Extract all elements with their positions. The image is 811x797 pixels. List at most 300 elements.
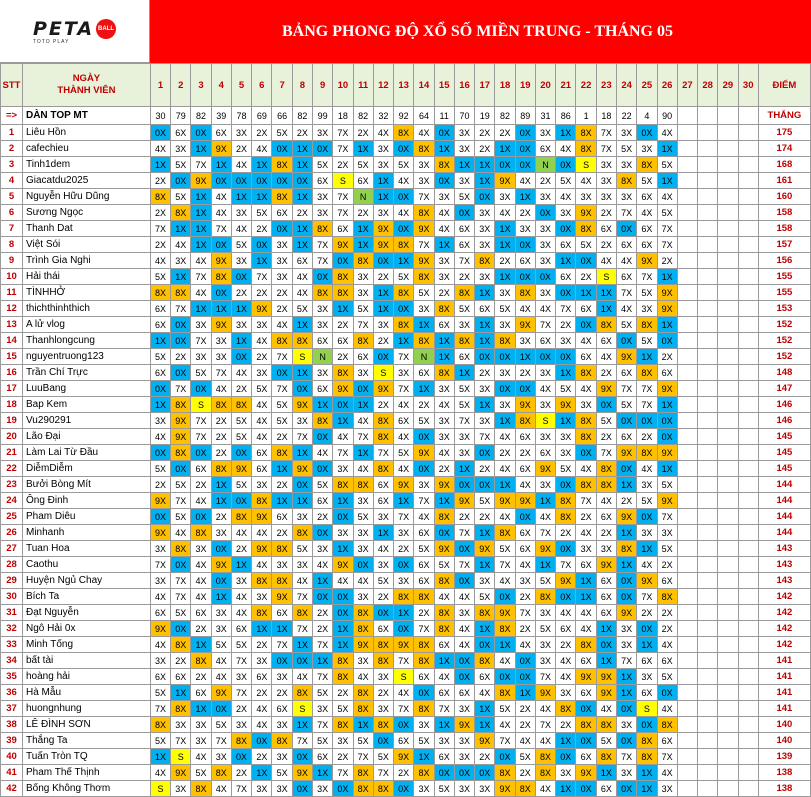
result-cell: 4X	[231, 221, 251, 237]
result-cell: 8X	[292, 525, 312, 541]
header-day: 12	[373, 64, 393, 107]
points-cell: 142	[758, 589, 810, 605]
result-cell: 7X	[191, 269, 211, 285]
result-cell: 5X	[171, 477, 191, 493]
member-name: LuuBang	[22, 381, 150, 397]
member-name: TÌNHHỞ	[22, 285, 150, 301]
result-cell: 0X	[475, 189, 495, 205]
result-cell: 3X	[616, 765, 636, 781]
result-cell	[677, 509, 697, 525]
result-cell: 9X	[211, 141, 231, 157]
top-number-cell	[738, 107, 758, 125]
result-cell: 8X	[272, 157, 292, 173]
result-cell: 6X	[637, 685, 657, 701]
result-cell: 3X	[252, 781, 272, 797]
result-cell: 4X	[150, 589, 170, 605]
result-cell: 2X	[475, 365, 495, 381]
result-cell: 3X	[211, 525, 231, 541]
result-cell: 4X	[556, 189, 576, 205]
result-cell: 2X	[596, 237, 616, 253]
result-cell: 7X	[333, 141, 353, 157]
result-cell: 4X	[535, 701, 555, 717]
result-cell: 1X	[475, 157, 495, 173]
result-cell: 8X	[414, 589, 434, 605]
result-cell: 5X	[231, 429, 251, 445]
result-cell: 3X	[434, 413, 454, 429]
result-cell: 3X	[353, 525, 373, 541]
result-cell	[718, 685, 738, 701]
result-cell: 5X	[637, 333, 657, 349]
result-cell: 7X	[394, 349, 414, 365]
result-cell: 4X	[576, 173, 596, 189]
table-row	[1, 189, 811, 205]
result-cell	[738, 541, 758, 557]
result-cell: 3X	[434, 381, 454, 397]
result-cell: 4X	[312, 445, 332, 461]
result-cell: 4X	[657, 765, 677, 781]
result-cell	[738, 621, 758, 637]
result-cell: 4X	[312, 557, 332, 573]
result-cell: 0X	[272, 653, 292, 669]
result-cell: 2X	[434, 461, 454, 477]
result-cell: 3X	[333, 461, 353, 477]
result-cell: 1X	[616, 525, 636, 541]
result-cell	[698, 381, 718, 397]
result-cell: 6X	[414, 557, 434, 573]
result-cell: 0X	[252, 237, 272, 253]
table-row	[1, 557, 811, 573]
result-cell: 3X	[171, 717, 191, 733]
result-cell: 1X	[333, 493, 353, 509]
result-cell	[738, 221, 758, 237]
result-cell: 2X	[637, 429, 657, 445]
result-cell: 4X	[556, 669, 576, 685]
points-cell: 144	[758, 477, 810, 493]
result-cell	[718, 701, 738, 717]
result-cell: 3X	[576, 189, 596, 205]
result-cell: 7X	[211, 221, 231, 237]
result-cell: 0X	[312, 461, 332, 477]
result-cell: 0X	[373, 733, 393, 749]
result-cell: 3X	[171, 781, 191, 797]
result-cell: 2X	[312, 605, 332, 621]
result-cell: 5X	[394, 157, 414, 173]
result-cell	[698, 765, 718, 781]
result-cell: 6X	[373, 477, 393, 493]
result-cell: 1X	[353, 221, 373, 237]
result-cell	[677, 781, 697, 797]
result-cell: 8X	[414, 141, 434, 157]
result-cell: 0X	[576, 445, 596, 461]
result-cell: 7X	[596, 445, 616, 461]
result-cell: 1X	[292, 157, 312, 173]
result-cell: 6X	[394, 733, 414, 749]
result-cell: 4X	[252, 333, 272, 349]
result-cell: 3X	[454, 173, 474, 189]
result-cell: 6X	[637, 237, 657, 253]
result-cell: 5X	[596, 413, 616, 429]
result-cell: 2X	[171, 349, 191, 365]
result-cell: N	[353, 189, 373, 205]
points-cell: 141	[758, 685, 810, 701]
result-cell: 3X	[252, 365, 272, 381]
row-number: 30	[1, 589, 23, 605]
result-cell	[718, 637, 738, 653]
result-cell: 9X	[616, 509, 636, 525]
result-cell: 4X	[150, 637, 170, 653]
result-cell: 9X	[657, 301, 677, 317]
result-cell: 0X	[252, 173, 272, 189]
result-cell: 8X	[353, 781, 373, 797]
result-cell: 6X	[596, 221, 616, 237]
result-cell	[718, 605, 738, 621]
result-cell: 7X	[434, 701, 454, 717]
result-cell: 5X	[495, 301, 515, 317]
result-cell: 8X	[150, 285, 170, 301]
row-number: 39	[1, 733, 23, 749]
result-cell	[718, 253, 738, 269]
top-number-cell: 18	[596, 107, 616, 125]
result-cell: 3X	[475, 269, 495, 285]
result-cell	[718, 525, 738, 541]
table-row	[1, 685, 811, 701]
points-cell: 139	[758, 749, 810, 765]
result-cell	[738, 733, 758, 749]
member-name: Việt Sói	[22, 237, 150, 253]
header-day: 23	[596, 64, 616, 107]
member-name: Hải thái	[22, 269, 150, 285]
result-cell: 9X	[150, 621, 170, 637]
result-cell	[738, 637, 758, 653]
result-cell: 9X	[576, 205, 596, 221]
result-cell	[698, 493, 718, 509]
result-cell	[677, 285, 697, 301]
result-cell: 0X	[394, 621, 414, 637]
points-cell: 144	[758, 525, 810, 541]
result-cell: S	[191, 397, 211, 413]
result-cell	[738, 173, 758, 189]
result-cell: 2X	[414, 605, 434, 621]
result-cell: 3X	[373, 701, 393, 717]
result-cell: 7X	[171, 589, 191, 605]
result-cell: 3X	[414, 301, 434, 317]
row-marker: =>	[1, 107, 23, 125]
table-row	[1, 221, 811, 237]
result-cell: 3X	[556, 205, 576, 221]
result-cell: 3X	[252, 589, 272, 605]
result-cell: 8X	[231, 733, 251, 749]
row-number: 15	[1, 349, 23, 365]
table-row	[1, 157, 811, 173]
result-cell: 6X	[616, 429, 636, 445]
result-cell: 4X	[211, 781, 231, 797]
result-cell: 0X	[231, 749, 251, 765]
result-cell: 8X	[556, 701, 576, 717]
result-cell: 9X	[596, 669, 616, 685]
result-cell: 2X	[454, 269, 474, 285]
table-row	[1, 637, 811, 653]
result-cell: 4X	[333, 573, 353, 589]
result-cell: 1X	[373, 285, 393, 301]
result-cell: 6X	[576, 557, 596, 573]
result-cell	[677, 317, 697, 333]
result-cell: 4X	[596, 349, 616, 365]
result-cell: 7X	[454, 525, 474, 541]
result-cell: 9X	[495, 781, 515, 797]
result-cell: 1X	[211, 589, 231, 605]
table-row	[1, 365, 811, 381]
result-cell: 9X	[434, 541, 454, 557]
table-row	[1, 349, 811, 365]
result-cell: 1X	[556, 781, 576, 797]
result-cell: 3X	[637, 525, 657, 541]
result-cell: 5X	[616, 141, 636, 157]
points-cell: 161	[758, 173, 810, 189]
result-cell: 1X	[191, 637, 211, 653]
points-cell: 147	[758, 381, 810, 397]
result-cell: 8X	[576, 429, 596, 445]
points-cell: 142	[758, 637, 810, 653]
points-cell: 175	[758, 125, 810, 141]
row-number: 18	[1, 397, 23, 413]
result-cell: 0X	[171, 317, 191, 333]
result-cell: 8X	[414, 333, 434, 349]
result-cell	[698, 605, 718, 621]
result-cell: 7X	[191, 333, 211, 349]
result-cell: 9X	[171, 765, 191, 781]
result-cell: 3X	[191, 349, 211, 365]
top-number-cell	[698, 107, 718, 125]
result-cell: 8X	[596, 749, 616, 765]
result-cell: 9X	[495, 173, 515, 189]
result-cell: 5X	[333, 701, 353, 717]
result-cell: 1X	[454, 365, 474, 381]
result-cell: 2X	[414, 397, 434, 413]
result-cell: 8X	[596, 317, 616, 333]
result-cell: 0X	[292, 749, 312, 765]
result-cell: 0X	[454, 653, 474, 669]
member-name: A lử vlog	[22, 317, 150, 333]
result-cell: 0X	[535, 205, 555, 221]
result-cell	[698, 157, 718, 173]
result-cell: 3X	[252, 317, 272, 333]
result-cell: 2X	[515, 765, 535, 781]
result-cell: 4X	[171, 237, 191, 253]
result-cell: 8X	[637, 445, 657, 461]
result-cell: 3X	[231, 573, 251, 589]
result-cell: 3X	[434, 269, 454, 285]
result-cell: 3X	[535, 253, 555, 269]
result-cell: 8X	[394, 589, 414, 605]
result-cell: 1X	[394, 493, 414, 509]
result-cell: 9X	[515, 397, 535, 413]
header-day: 27	[677, 64, 697, 107]
result-cell: 8X	[596, 461, 616, 477]
top-number-cell: 82	[191, 107, 211, 125]
result-cell: 7X	[292, 589, 312, 605]
result-cell: 0X	[333, 781, 353, 797]
member-name: Giacatdu2025	[22, 173, 150, 189]
table-row	[1, 733, 811, 749]
result-cell: 0X	[171, 173, 191, 189]
result-cell: 5X	[150, 461, 170, 477]
result-cell: 8X	[434, 157, 454, 173]
result-cell: 1X	[596, 621, 616, 637]
result-cell: 3X	[535, 397, 555, 413]
result-cell	[738, 493, 758, 509]
result-cell: 7X	[414, 621, 434, 637]
result-cell: 4X	[150, 253, 170, 269]
result-cell: 3X	[353, 493, 373, 509]
result-cell: 6X	[535, 141, 555, 157]
result-cell	[677, 397, 697, 413]
result-cell: 1X	[373, 301, 393, 317]
header-member-line2: THÀNH VIÊN	[57, 85, 116, 96]
result-cell: 4X	[150, 765, 170, 781]
result-cell: 8X	[373, 429, 393, 445]
result-cell: 8X	[150, 189, 170, 205]
result-cell	[718, 477, 738, 493]
result-cell	[698, 637, 718, 653]
result-cell: 8X	[637, 749, 657, 765]
table-row	[1, 125, 811, 141]
result-cell	[738, 445, 758, 461]
result-cell: 4X	[252, 413, 272, 429]
result-cell: 7X	[616, 285, 636, 301]
result-cell: 4X	[454, 637, 474, 653]
result-cell	[718, 669, 738, 685]
result-cell: 2X	[333, 685, 353, 701]
row-number: 2	[1, 141, 23, 157]
result-cell: 1X	[434, 333, 454, 349]
result-cell: 3X	[535, 237, 555, 253]
result-cell: 6X	[454, 237, 474, 253]
result-cell: 0X	[171, 461, 191, 477]
result-cell: 9X	[373, 381, 393, 397]
table-row	[1, 525, 811, 541]
result-cell: 9X	[353, 637, 373, 653]
result-cell: 4X	[495, 573, 515, 589]
result-cell: 0X	[616, 733, 636, 749]
result-cell: 7X	[535, 317, 555, 333]
result-cell: 6X	[272, 205, 292, 221]
result-cell: 3X	[637, 669, 657, 685]
table-row	[1, 781, 811, 797]
result-cell: 8X	[475, 653, 495, 669]
result-cell: 0X	[171, 621, 191, 637]
result-cell: 5X	[272, 413, 292, 429]
result-cell: 4X	[637, 461, 657, 477]
result-cell: 8X	[373, 653, 393, 669]
header-day: 29	[718, 64, 738, 107]
result-cell: 0X	[475, 477, 495, 493]
result-cell	[738, 685, 758, 701]
result-cell: 5X	[171, 157, 191, 173]
result-cell: 6X	[312, 381, 332, 397]
result-cell: 0X	[414, 429, 434, 445]
result-cell: 8X	[657, 589, 677, 605]
result-cell: 8X	[312, 285, 332, 301]
result-cell: 2X	[495, 445, 515, 461]
result-cell: 3X	[231, 317, 251, 333]
result-cell: 8X	[272, 445, 292, 461]
result-cell: 0X	[312, 269, 332, 285]
points-cell: 146	[758, 397, 810, 413]
result-cell: 1X	[616, 557, 636, 573]
result-cell: 5X	[475, 493, 495, 509]
result-cell: 0X	[171, 557, 191, 573]
top-number-cell: 78	[231, 107, 251, 125]
result-cell: 6X	[434, 317, 454, 333]
result-cell: 7X	[231, 781, 251, 797]
result-cell: 2X	[475, 141, 495, 157]
member-name: Pham Thế Thịnh	[22, 765, 150, 781]
result-cell: 3X	[312, 541, 332, 557]
result-cell: 9X	[535, 685, 555, 701]
row-number: 11	[1, 285, 23, 301]
member-name: Bưởi Bòng Mít	[22, 477, 150, 493]
result-cell: 6X	[515, 525, 535, 541]
row-number: 31	[1, 605, 23, 621]
result-cell: 9X	[150, 525, 170, 541]
result-cell: S	[333, 173, 353, 189]
result-cell: 8X	[171, 205, 191, 221]
result-cell: 0X	[657, 333, 677, 349]
result-cell: 1X	[637, 541, 657, 557]
result-cell: 9X	[171, 413, 191, 429]
result-cell: 8X	[171, 397, 191, 413]
result-cell: 3X	[454, 605, 474, 621]
member-name: huongnhung	[22, 701, 150, 717]
result-cell: 9X	[637, 253, 657, 269]
result-cell: 7X	[394, 653, 414, 669]
member-name: Ông Đinh	[22, 493, 150, 509]
row-number: 16	[1, 365, 23, 381]
result-cell: 2X	[495, 125, 515, 141]
result-cell	[698, 397, 718, 413]
result-cell: 4X	[394, 685, 414, 701]
member-name: Tinh1dem	[22, 157, 150, 173]
result-cell: 6X	[191, 605, 211, 621]
result-cell: 3X	[475, 237, 495, 253]
top-number-cell: 18	[333, 107, 353, 125]
points-cell: 156	[758, 253, 810, 269]
result-cell: 4X	[495, 653, 515, 669]
result-cell: 8X	[637, 365, 657, 381]
row-number: 41	[1, 765, 23, 781]
result-cell: 1X	[272, 461, 292, 477]
result-cell: 6X	[556, 269, 576, 285]
member-name: nguyentruong123	[22, 349, 150, 365]
result-cell: 1X	[495, 269, 515, 285]
header-day: 3	[191, 64, 211, 107]
result-cell: 1X	[353, 237, 373, 253]
points-cell: 143	[758, 541, 810, 557]
result-cell	[738, 525, 758, 541]
result-cell: 1X	[515, 685, 535, 701]
table-row	[1, 573, 811, 589]
result-cell: 9X	[394, 477, 414, 493]
result-cell	[677, 589, 697, 605]
row-number: 38	[1, 717, 23, 733]
result-cell	[738, 141, 758, 157]
result-cell: 0X	[616, 701, 636, 717]
result-cell: 6X	[454, 349, 474, 365]
result-cell: 6X	[211, 125, 231, 141]
result-cell	[738, 189, 758, 205]
result-cell: 8X	[535, 749, 555, 765]
result-cell: 9X	[394, 749, 414, 765]
